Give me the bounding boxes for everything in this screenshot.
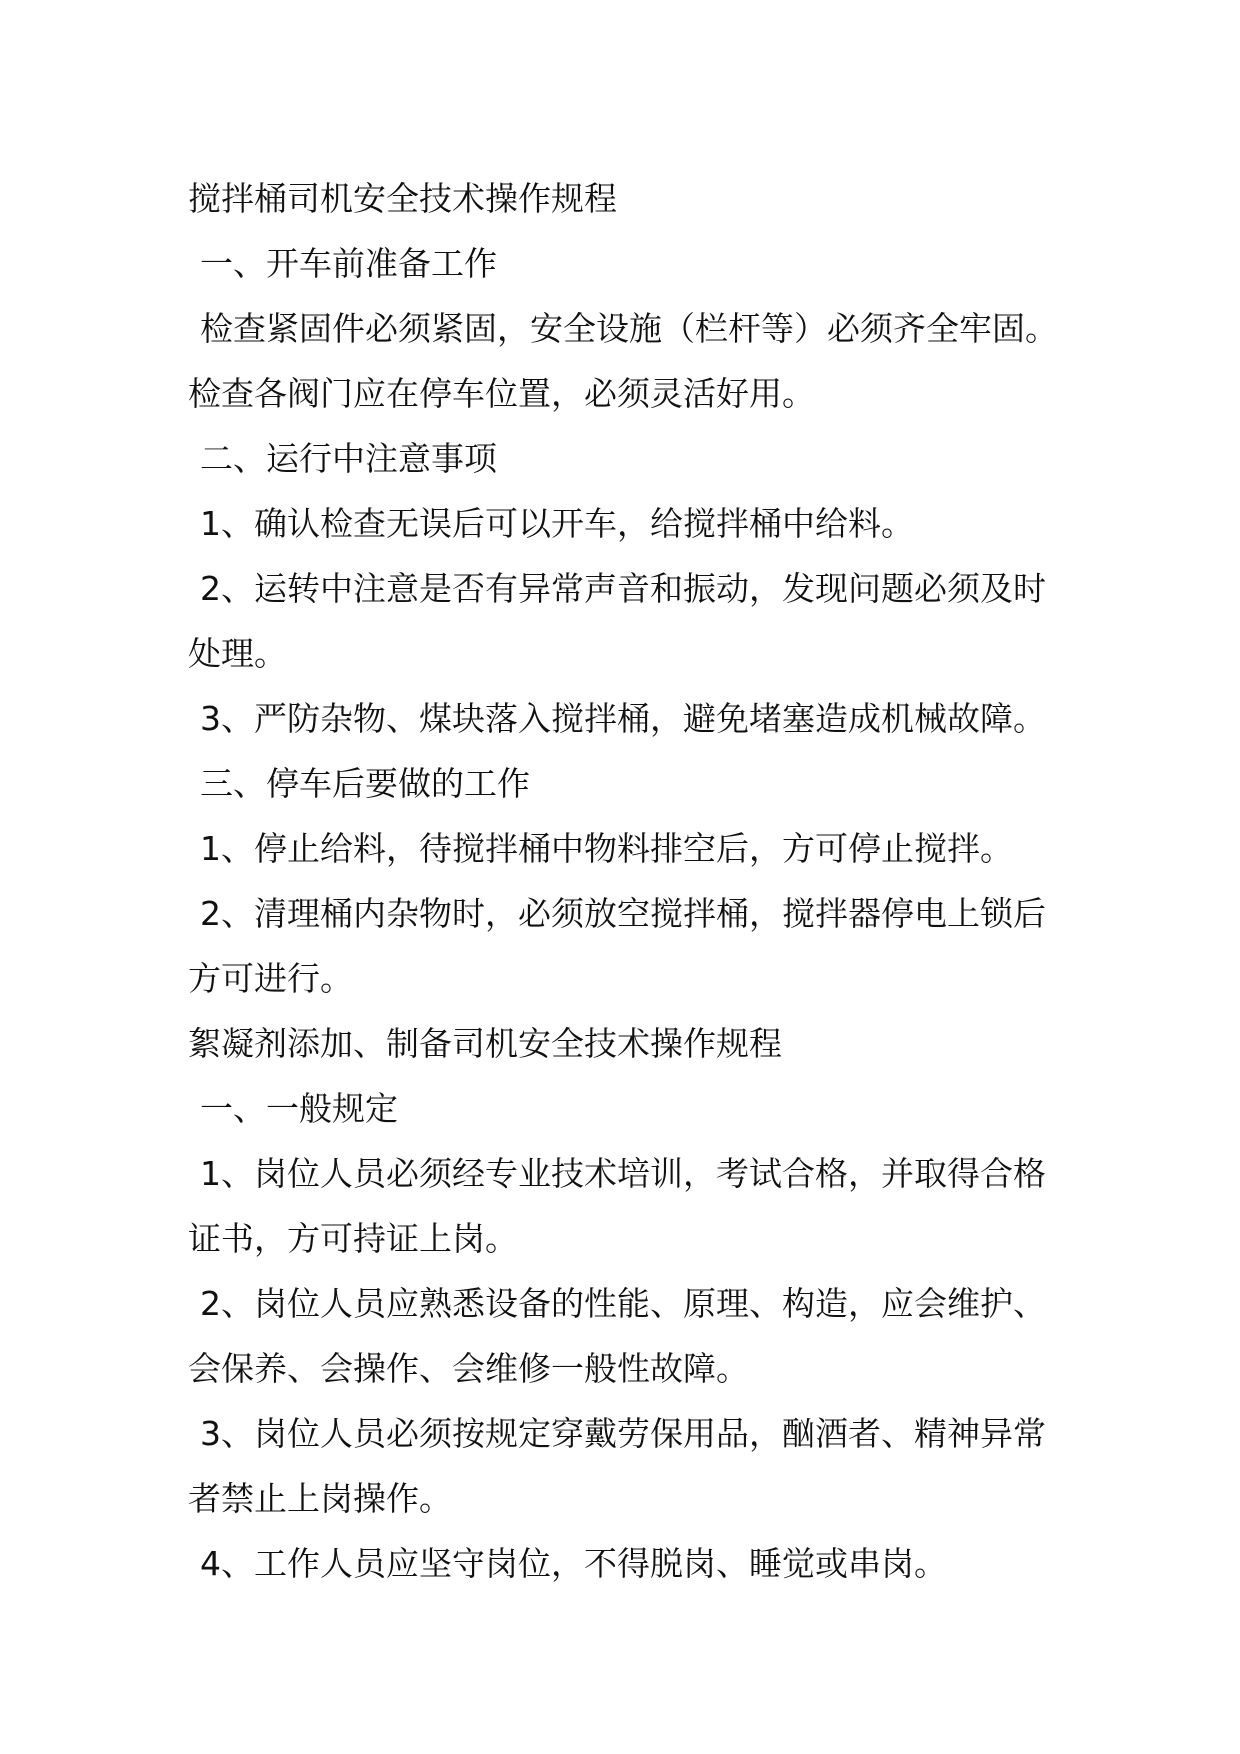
list-item: 1、岗位人员必须经专业技术培训，考试合格，并取得合格 bbox=[200, 1154, 1046, 1193]
list-item: 2、运转中注意是否有异常声音和振动，发现问题必须及时 bbox=[200, 569, 1046, 608]
section-heading-after-stop: 三、停车后要做的工作 bbox=[200, 764, 530, 803]
document-body bbox=[188, 166, 1088, 1596]
list-item: 1、停止给料，待搅拌桶中物料排空后，方可停止搅拌。 bbox=[200, 829, 1013, 868]
section-title-flocculant: 絮凝剂添加、制备司机安全技术操作规程 bbox=[188, 1024, 782, 1063]
section-heading-general: 一、一般规定 bbox=[200, 1089, 398, 1128]
list-item-continuation: 证书，方可持证上岗。 bbox=[188, 1219, 518, 1258]
list-item-continuation: 方可进行。 bbox=[188, 959, 353, 998]
section-heading-pre-start: 一、开车前准备工作 bbox=[200, 244, 497, 283]
list-item: 3、严防杂物、煤块落入搅拌桶，避免堵塞造成机械故障。 bbox=[200, 699, 1046, 738]
list-item: 4、工作人员应坚守岗位，不得脱岗、睡觉或串岗。 bbox=[200, 1544, 947, 1583]
section-heading-running: 二、运行中注意事项 bbox=[200, 439, 497, 478]
list-item-continuation: 处理。 bbox=[188, 634, 287, 673]
list-item: 2、岗位人员应熟悉设备的性能、原理、构造，应会维护、 bbox=[200, 1284, 1046, 1323]
paragraph-line: 检查紧固件必须紧固，安全设施（栏杆等）必须齐全牢固。 bbox=[200, 309, 1058, 348]
list-item-continuation: 者禁止上岗操作。 bbox=[188, 1479, 452, 1518]
paragraph-line: 检查各阀门应在停车位置，必须灵活好用。 bbox=[188, 374, 815, 413]
section-title-mixer-driver: 搅拌桶司机安全技术操作规程 bbox=[188, 179, 617, 218]
list-item: 3、岗位人员必须按规定穿戴劳保用品，酗酒者、精神异常 bbox=[200, 1414, 1046, 1453]
list-item: 2、清理桶内杂物时，必须放空搅拌桶，搅拌器停电上锁后 bbox=[200, 894, 1046, 933]
list-item-continuation: 会保养、会操作、会维修一般性故障。 bbox=[188, 1349, 749, 1388]
list-item: 1、确认检查无误后可以开车，给搅拌桶中给料。 bbox=[200, 504, 914, 543]
